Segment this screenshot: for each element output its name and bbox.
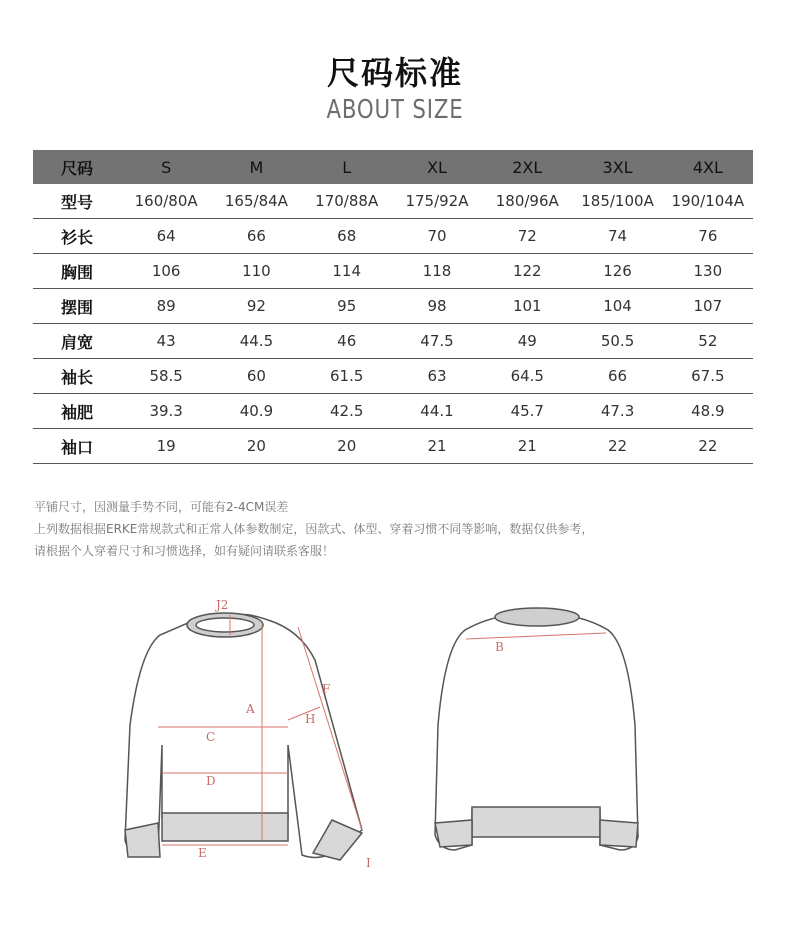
table-cell: 110	[211, 254, 301, 289]
header-cell: 3XL	[572, 150, 662, 184]
label-e: E	[198, 846, 207, 860]
table-cell: 118	[392, 254, 482, 289]
front-sweater-illustration	[125, 613, 362, 860]
table-cell: 67.5	[663, 359, 753, 394]
table-cell: 22	[572, 429, 662, 464]
table-cell: 170/88A	[302, 184, 392, 219]
table-cell: 107	[663, 289, 753, 324]
table-cell: 89	[121, 289, 211, 324]
page-title-en: ABOUT SIZE	[326, 95, 464, 125]
table-cell: 114	[302, 254, 392, 289]
table-row	[33, 184, 753, 219]
table-cell: 185/100A	[572, 184, 662, 219]
table-cell: 160/80A	[121, 184, 211, 219]
table-cell: 49	[482, 324, 572, 359]
table-cell: 44.1	[392, 394, 482, 429]
row-label: 胸围	[33, 254, 121, 289]
table-cell: 180/96A	[482, 184, 572, 219]
table-row	[33, 289, 753, 324]
header-cell: XL	[392, 150, 482, 184]
table-cell: 122	[482, 254, 572, 289]
table-cell: 165/84A	[211, 184, 301, 219]
table-cell: 48.9	[663, 394, 753, 429]
table-cell: 40.9	[211, 394, 301, 429]
label-h: H	[305, 712, 316, 726]
label-a: A	[246, 702, 255, 716]
table-cell: 72	[482, 219, 572, 254]
table-cell: 92	[211, 289, 301, 324]
table-cell: 19	[121, 429, 211, 464]
row-label: 型号	[33, 184, 121, 219]
note-line: 请根据个人穿着尺寸和习惯选择，如有疑问请联系客服！	[34, 544, 335, 558]
table-cell: 175/92A	[392, 184, 482, 219]
table-cell: 22	[663, 429, 753, 464]
table-cell: 106	[121, 254, 211, 289]
label-d: D	[206, 774, 216, 788]
table-cell: 63	[392, 359, 482, 394]
table-cell: 21	[482, 429, 572, 464]
table-cell: 64	[121, 219, 211, 254]
header-cell: M	[211, 150, 301, 184]
size-notes	[34, 496, 593, 562]
table-cell: 47.3	[572, 394, 662, 429]
label-j2: J2	[216, 598, 229, 612]
page-title-cn: 尺码标准	[326, 54, 463, 92]
table-cell: 43	[121, 324, 211, 359]
table-cell: 58.5	[121, 359, 211, 394]
table-cell: 60	[211, 359, 301, 394]
size-table	[33, 150, 753, 464]
row-label: 袖肥	[33, 394, 121, 429]
table-row	[33, 394, 753, 429]
table-cell: 39.3	[121, 394, 211, 429]
table-cell: 20	[211, 429, 301, 464]
table-cell: 50.5	[572, 324, 662, 359]
table-row	[33, 324, 753, 359]
label-c: C	[206, 730, 216, 744]
table-cell: 130	[663, 254, 753, 289]
table-cell: 98	[392, 289, 482, 324]
table-cell: 42.5	[302, 394, 392, 429]
table-cell: 101	[482, 289, 572, 324]
table-cell: 74	[572, 219, 662, 254]
row-label: 袖长	[33, 359, 121, 394]
table-cell: 61.5	[302, 359, 392, 394]
row-label: 摆围	[33, 289, 121, 324]
table-cell: 126	[572, 254, 662, 289]
back-sweater-illustration	[435, 608, 638, 850]
table-cell: 76	[663, 219, 753, 254]
note-line: 平铺尺寸，因测量手势不同，可能有2-4CM误差	[34, 500, 289, 514]
table-row	[33, 359, 753, 394]
table-cell: 44.5	[211, 324, 301, 359]
header-cell: 尺码	[33, 150, 121, 184]
table-cell: 46	[302, 324, 392, 359]
garment-measurement-diagram	[100, 595, 660, 880]
table-row	[33, 429, 753, 464]
table-cell: 21	[392, 429, 482, 464]
note-line: 上列数据根据ERKE常规款式和正常人体参数制定，因款式、体型、穿着习惯不同等影响，数据仅供参考，	[34, 522, 594, 536]
table-cell: 95	[302, 289, 392, 324]
size-table-header-row	[33, 150, 753, 184]
table-cell: 66	[211, 219, 301, 254]
label-f: F	[322, 682, 331, 696]
row-label: 袖口	[33, 429, 121, 464]
header-cell: L	[302, 150, 392, 184]
table-cell: 52	[663, 324, 753, 359]
table-row	[33, 219, 753, 254]
table-cell: 20	[302, 429, 392, 464]
header-cell: 4XL	[663, 150, 753, 184]
row-label: 衫长	[33, 219, 121, 254]
table-cell: 70	[392, 219, 482, 254]
table-cell: 64.5	[482, 359, 572, 394]
label-b: B	[495, 640, 504, 654]
table-cell: 45.7	[482, 394, 572, 429]
table-cell: 47.5	[392, 324, 482, 359]
table-cell: 190/104A	[663, 184, 753, 219]
row-label: 肩宽	[33, 324, 121, 359]
table-cell: 104	[572, 289, 662, 324]
table-cell: 68	[302, 219, 392, 254]
table-row	[33, 254, 753, 289]
table-cell: 66	[572, 359, 662, 394]
header-cell: 2XL	[482, 150, 572, 184]
label-i: I	[366, 856, 371, 870]
header-cell: S	[121, 150, 211, 184]
